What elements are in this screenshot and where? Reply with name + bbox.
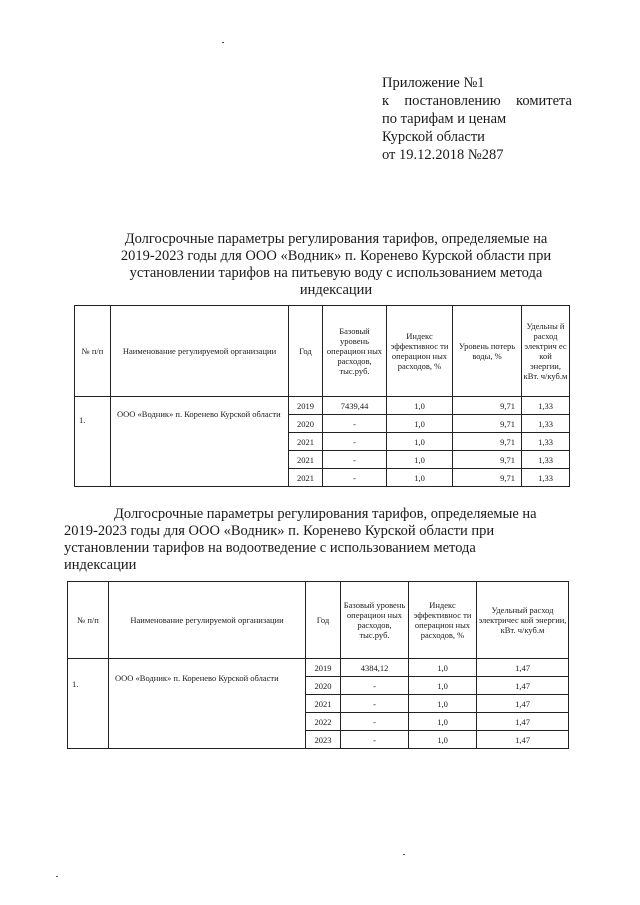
appendix-line-4: Курской области (382, 129, 485, 145)
header-org: Наименование регулируемой организации (109, 582, 306, 659)
heading-line: установлении тарифов на водоотведение с использованием метода (64, 540, 476, 556)
cell-loss: 9,71 (453, 451, 522, 469)
cell-base: - (341, 677, 409, 695)
cell-base: - (323, 433, 387, 451)
heading-line: 2019-2023 годы для ООО «Водник» п. Коренево Курской области при (120, 248, 552, 264)
appendix-title: Приложение №1 (382, 75, 485, 91)
cell-year: 2021 (289, 433, 323, 451)
cell-year: 2020 (306, 677, 341, 695)
cell-energy: 1,33 (522, 415, 570, 433)
table-header-row (75, 306, 570, 397)
cell-index: 1,0 (387, 469, 453, 487)
cell-index: 1,0 (387, 415, 453, 433)
cell-energy: 1,47 (477, 731, 569, 749)
header-year: Год (289, 306, 323, 397)
heading-line: 2019-2023 годы для ООО «Водник» п. Коренево Курской области при (64, 523, 495, 539)
appendix-block (382, 74, 582, 164)
header-num: № п/п (75, 306, 111, 397)
cell-base: 7439,44 (323, 397, 387, 415)
header-base-costs: Базовый уровень операцион ных расходов, тыс.руб. (323, 306, 387, 397)
scan-speck (56, 876, 58, 877)
header-energy-consumption: Удельны й расход электрич ес кой энергии, кВт. ч/куб.м (522, 306, 570, 397)
cell-base: - (323, 415, 387, 433)
appendix-line-2 (382, 92, 572, 110)
cell-year: 2019 (306, 659, 341, 677)
cell-year: 2023 (306, 731, 341, 749)
cell-energy: 1,47 (477, 659, 569, 677)
cell-year: 2021 (306, 695, 341, 713)
cell-base: - (323, 451, 387, 469)
row-number: 1. (68, 659, 109, 749)
cell-year: 2021 (289, 451, 323, 469)
header-year: Год (306, 582, 341, 659)
cell-index: 1,0 (409, 731, 477, 749)
appendix-word: к (382, 93, 390, 109)
heading-line (64, 506, 574, 523)
cell-energy: 1,33 (522, 451, 570, 469)
cell-year: 2020 (289, 415, 323, 433)
header-efficiency-index: Индекс эффективнос ти операцион ных расходов, % (409, 582, 477, 659)
cell-year: 2022 (306, 713, 341, 731)
header-energy-consumption: Удельный расход электричес кой энергии, кВт. ч/куб.м (477, 582, 569, 659)
cell-base: - (323, 469, 387, 487)
cell-index: 1,0 (409, 713, 477, 731)
cell-index: 1,0 (387, 451, 453, 469)
cell-index: 1,0 (387, 433, 453, 451)
appendix-line-3: по тарифам и ценам (382, 111, 507, 127)
cell-loss: 9,71 (453, 397, 522, 415)
header-base-costs: Базовый уровень операцион ных расходов, тыс.руб. (341, 582, 409, 659)
heading-line-text: Долгосрочные параметры регулирования тарифов, определяемые на (114, 506, 537, 522)
scan-speck (403, 854, 405, 855)
heading-line: Долгосрочные параметры регулирования тарифов, определяемые на (124, 231, 548, 247)
cell-year: 2021 (289, 469, 323, 487)
heading-line: индексации (299, 282, 373, 298)
heading-line: индексации (64, 557, 137, 573)
header-org: Наименование регулируемой организации (111, 306, 289, 397)
cell-base: 4384,12 (341, 659, 409, 677)
header-num: № п/п (68, 582, 109, 659)
cell-base: - (341, 713, 409, 731)
scan-speck (222, 42, 224, 43)
cell-index: 1,0 (409, 677, 477, 695)
header-efficiency-index: Индекс эффективнос ти операцион ных расходов, % (387, 306, 453, 397)
cell-energy: 1,33 (522, 433, 570, 451)
organization-name: ООО «Водник» п. Коренево Курской области (109, 659, 306, 749)
section2-heading (64, 506, 574, 574)
cell-loss: 9,71 (453, 433, 522, 451)
section1-heading (96, 231, 576, 299)
cell-energy: 1,47 (477, 677, 569, 695)
table-header-row (68, 582, 569, 659)
table-row (75, 397, 570, 415)
organization-name: ООО «Водник» п. Коренево Курской области (111, 397, 289, 487)
cell-energy: 1,33 (522, 469, 570, 487)
cell-index: 1,0 (409, 659, 477, 677)
appendix-word: постановлению (404, 93, 501, 109)
cell-energy: 1,47 (477, 695, 569, 713)
drinking-water-tariff-table (74, 305, 570, 487)
cell-index: 1,0 (387, 397, 453, 415)
cell-energy: 1,33 (522, 397, 570, 415)
header-water-loss: Уровень потерь воды, % (453, 306, 522, 397)
cell-index: 1,0 (409, 695, 477, 713)
cell-energy: 1,47 (477, 713, 569, 731)
cell-loss: 9,71 (453, 469, 522, 487)
appendix-date: от 19.12.2018 №287 (382, 147, 504, 163)
cell-loss: 9,71 (453, 415, 522, 433)
table-row (68, 659, 569, 677)
row-number: 1. (75, 397, 111, 487)
cell-year: 2019 (289, 397, 323, 415)
appendix-word: комитета (516, 93, 572, 109)
cell-base: - (341, 695, 409, 713)
heading-line: установлении тарифов на питьевую воду с использованием метода (129, 265, 543, 281)
cell-base: - (341, 731, 409, 749)
wastewater-tariff-table (67, 581, 569, 749)
